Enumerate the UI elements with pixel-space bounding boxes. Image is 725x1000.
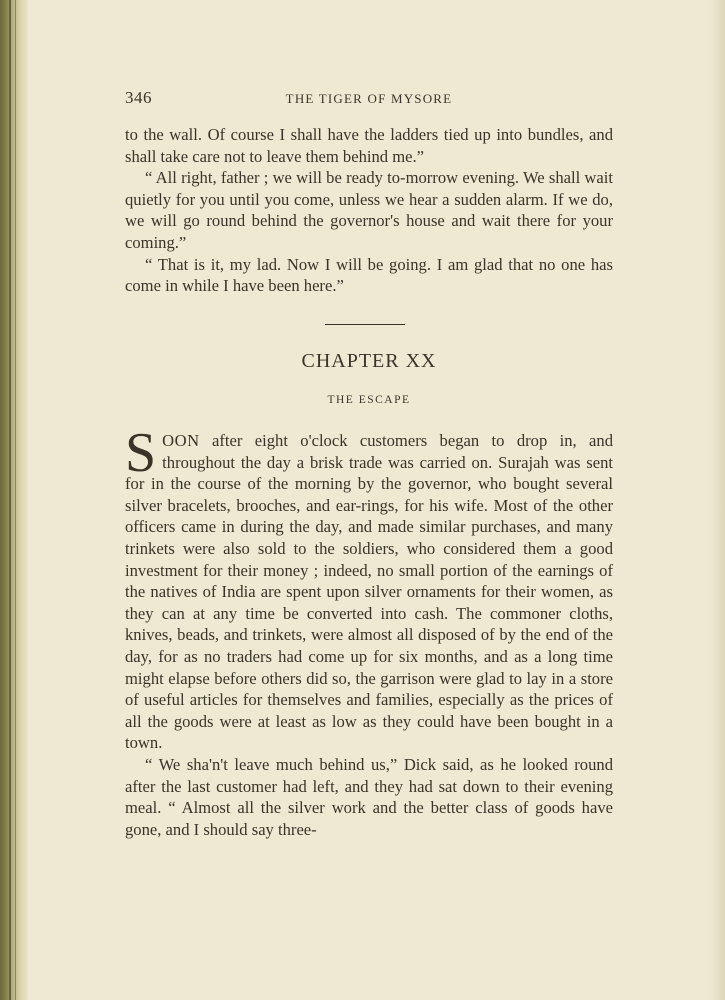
page-number: 346 [125,88,152,107]
opening-text: after eight o'clock customers began to drop in, and throughout the day a brisk trade was carried on. Surajah was sent for in the course of the morning by the governor, who bought several silver bracelets, brooches, and ear-rings, for his wife. Most of the other officers came in during the day, and made similar purchases, and many trinkets were also sold to the soldiers, who considered them a good investment for their money ; indeed, no small portion of the earnings of the natives of India are spent upon silver ornaments for their women, as they can at any time be converted into cash. The commoner cloths, knives, beads, and trinkets, were almost all disposed of by the end of the day, for as no traders had come up for six months, and as a long time might elapse before others did so, the garrison were glad to lay in a store of useful articles for themselves and families, especially as the prices of all the goods were at least as low as they could have been bought in a town. [125,431,613,753]
opening-paragraph [125,422,613,754]
book-binding-edge [0,0,28,1000]
continued-text [125,124,613,297]
paragraph: “ We sha'n't leave much behind us,” Dick said, as he looked round after the last customer had left, and they had sat down to their evening meal. “ Almost all the silver work and the better class of goods have gone, and I should say three- [125,754,613,839]
paragraph: “ All right, father ; we will be ready to-morrow evening. We shall wait quietly for you until you come, unless we hear a sudden alarm. If we do, we will go round behind the governor's house and wait there for your coming.” [125,168,613,252]
opening-small-caps: OON [162,431,200,450]
chapter-subtitle: THE ESCAPE [327,394,411,406]
running-title: THE TIGER OF MYSORE [285,91,453,106]
paragraph: to the wall. Of course I shall have the ladders tied up into bundles, and shall take care not to leave them behind me.” [125,125,613,166]
binding-line [15,0,16,1000]
chapter-title: CHAPTER XX [301,350,437,372]
page-edge-shadow [711,0,725,1000]
drop-cap: S [125,422,157,484]
section-divider [325,324,405,325]
binding-line [9,0,11,1000]
paragraph: “ That is it, my lad. Now I will be going. I am glad that no one has come in while I have been here.” [125,254,613,296]
page-header [125,88,613,112]
chapter-body [125,422,613,840]
